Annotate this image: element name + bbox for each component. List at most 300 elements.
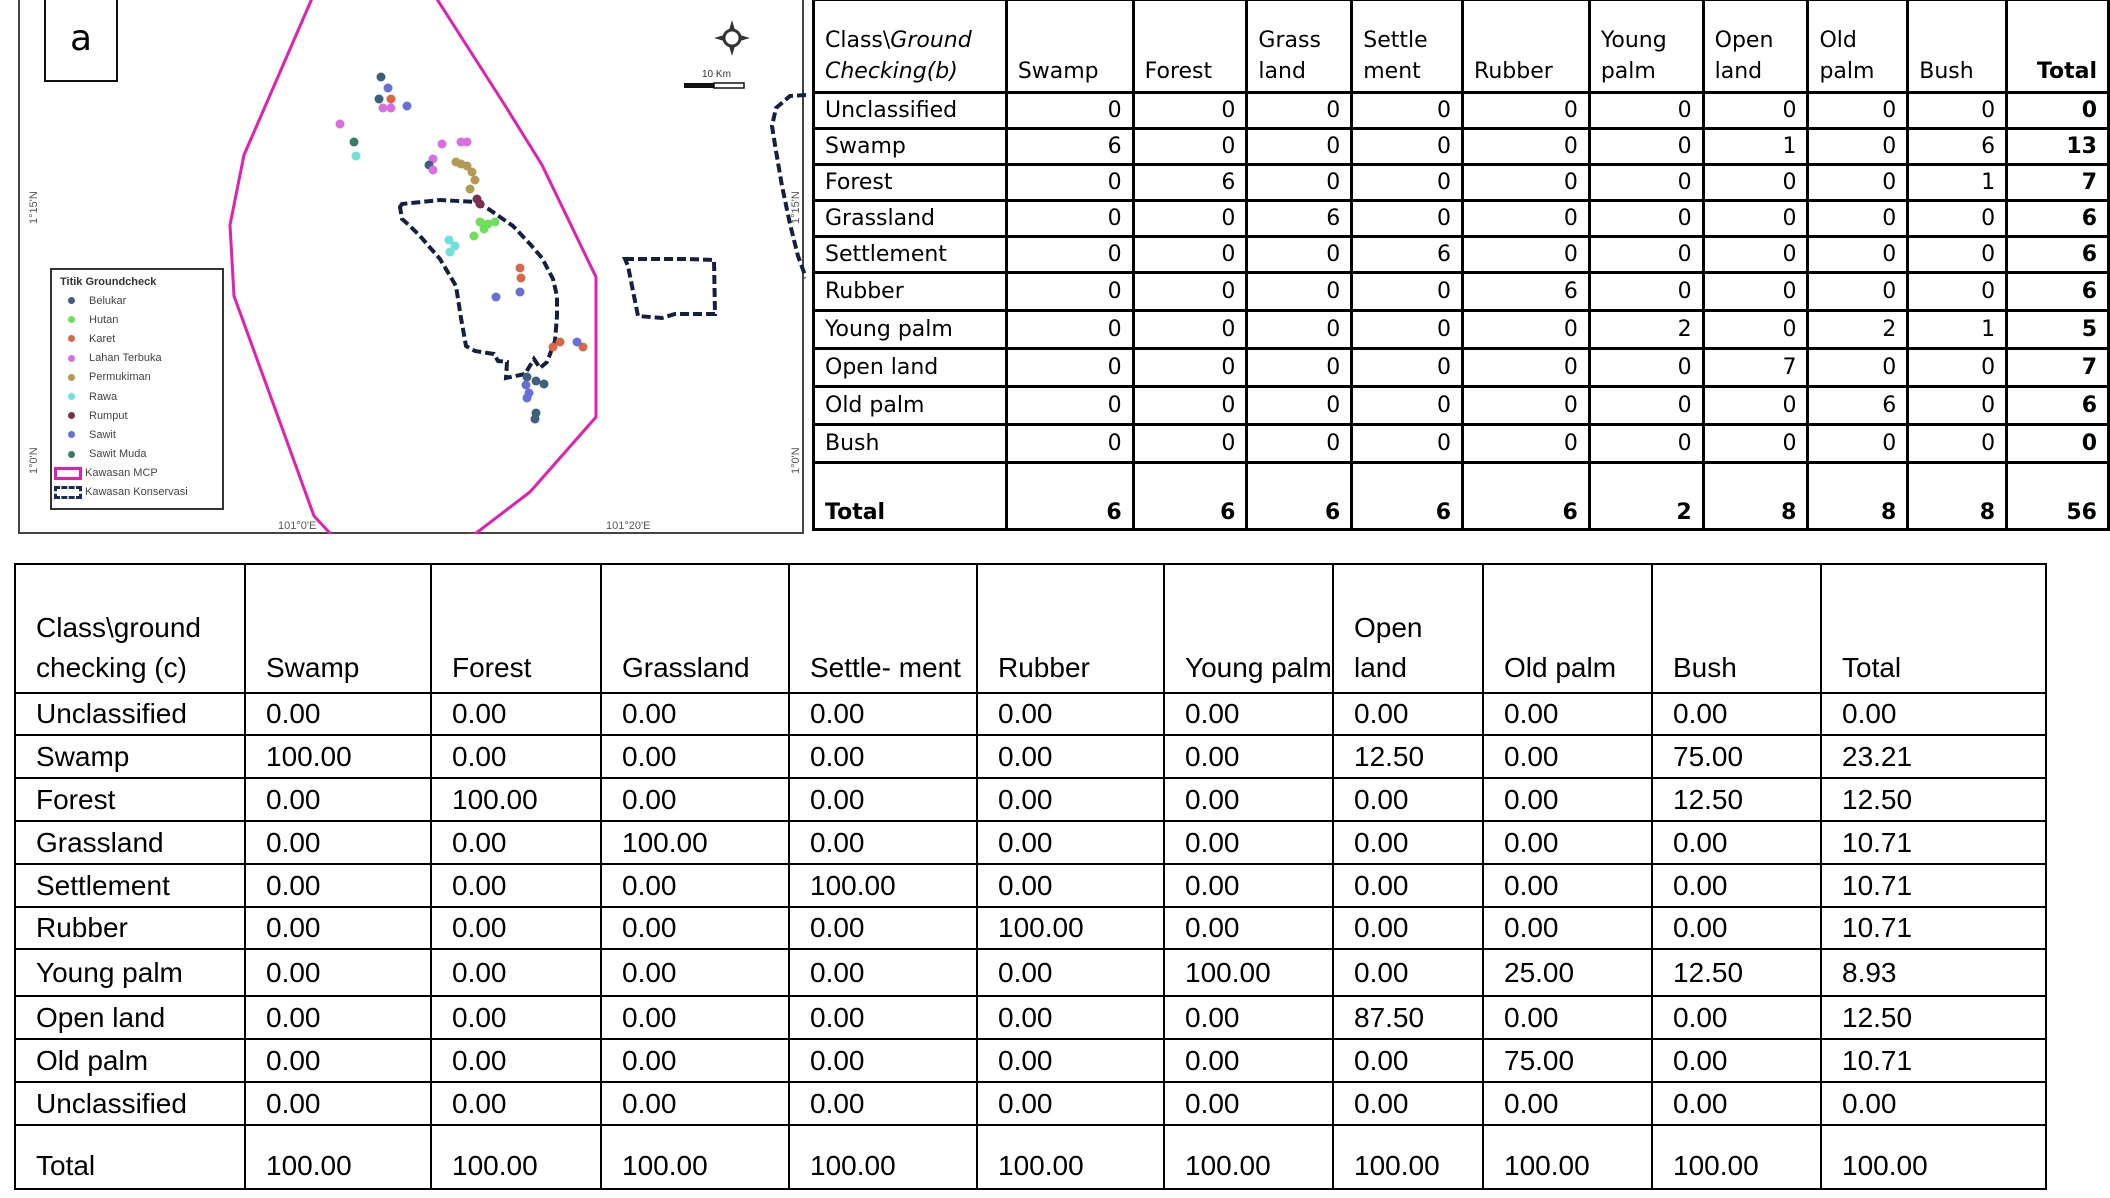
- cell-value: 0.00: [1164, 996, 1333, 1039]
- cell-value: 0: [1006, 165, 1133, 201]
- cell-value: 6: [1133, 165, 1247, 201]
- cell-value: 0: [1247, 425, 1352, 463]
- cell-value: 0: [1133, 387, 1247, 425]
- cell-value: 0: [1352, 273, 1463, 311]
- column-header: Open land: [1333, 564, 1483, 693]
- point-marker-icon: [68, 451, 75, 458]
- cell-value: 0: [1463, 425, 1590, 463]
- cell-value: 0.00: [245, 821, 431, 864]
- point-marker-icon: [68, 412, 75, 419]
- cell-value: 0: [2007, 425, 2109, 463]
- cell-value: 2: [1589, 463, 1703, 530]
- cell-value: 0: [1247, 349, 1352, 387]
- cell-value: 0.00: [431, 735, 601, 778]
- row-label: Total: [15, 1125, 245, 1189]
- cell-value: 10.71: [1821, 907, 2046, 949]
- cell-value: 0.00: [1483, 735, 1652, 778]
- groundcheck-map: [18, 0, 804, 534]
- legend-item: [60, 291, 222, 310]
- cell-value: 0.00: [1483, 1082, 1652, 1125]
- cell-value: 0: [1703, 311, 1808, 349]
- cell-value: 0: [1808, 273, 1908, 311]
- cell-value: 0.00: [977, 864, 1164, 907]
- cell-value: 0: [1703, 387, 1808, 425]
- cell-value: 8: [1808, 463, 1908, 530]
- table-row: [814, 201, 2109, 237]
- cell-value: 0: [1703, 425, 1808, 463]
- corner-header: Class\ground checking (c): [15, 564, 245, 693]
- cell-value: 0.00: [1821, 693, 2046, 735]
- cell-value: 0.00: [431, 996, 601, 1039]
- point-marker-icon: [68, 297, 75, 304]
- row-label: Bush: [814, 425, 1007, 463]
- cell-value: 0.00: [977, 1082, 1164, 1125]
- scale-bar: [684, 83, 744, 88]
- cell-value: 0.00: [431, 949, 601, 996]
- legend-item: [54, 483, 222, 502]
- row-label: Forest: [814, 165, 1007, 201]
- column-header: Rubber: [977, 564, 1164, 693]
- legend-label: Belukar: [89, 294, 127, 307]
- cell-value: 0: [1006, 425, 1133, 463]
- confusion-matrix-counts: [812, 0, 2110, 531]
- cell-value: 10.71: [1821, 821, 2046, 864]
- conservation-area-far-east: [772, 95, 806, 278]
- cell-value: 100.00: [1652, 1125, 1821, 1189]
- cell-value: 0.00: [1652, 821, 1821, 864]
- cell-value: 0: [1006, 237, 1133, 273]
- legend-item: [60, 349, 222, 368]
- cell-value: 0: [1908, 387, 2007, 425]
- cell-value: 0.00: [977, 1039, 1164, 1082]
- row-label: Unclassified: [15, 1082, 245, 1125]
- point-marker-icon: [68, 431, 75, 438]
- cell-value: 0.00: [601, 1082, 789, 1125]
- cell-value: 6: [1133, 463, 1247, 530]
- cell-value: 7: [2007, 349, 2109, 387]
- cell-value: 0.00: [977, 778, 1164, 821]
- cell-value: 0: [1908, 93, 2007, 129]
- cell-value: 100.00: [1483, 1125, 1652, 1189]
- point-marker-icon: [68, 374, 75, 381]
- cell-value: 0: [2007, 93, 2109, 129]
- cell-value: 0.00: [789, 821, 977, 864]
- cell-value: 100.00: [431, 1125, 601, 1189]
- cell-value: 100.00: [601, 821, 789, 864]
- cell-value: 10.71: [1821, 864, 2046, 907]
- cell-value: 0.00: [1483, 864, 1652, 907]
- legend-item: [60, 425, 222, 444]
- row-label: Young palm: [814, 311, 1007, 349]
- cell-value: 0: [1908, 237, 2007, 273]
- north-arrow-icon: [714, 20, 750, 56]
- cell-value: 0.00: [245, 907, 431, 949]
- row-label: Settlement: [15, 864, 245, 907]
- cell-value: 6: [1908, 129, 2007, 165]
- cell-value: 0.00: [977, 693, 1164, 735]
- cell-value: 6: [1808, 387, 1908, 425]
- legend-label: Hutan: [89, 313, 119, 326]
- cell-value: 0.00: [245, 864, 431, 907]
- cell-value: 0: [1463, 387, 1590, 425]
- cell-value: 13: [2007, 129, 2109, 165]
- cell-value: 0: [1352, 201, 1463, 237]
- cell-value: 0: [1908, 201, 2007, 237]
- cell-value: 0: [1247, 237, 1352, 273]
- cell-value: 0: [1352, 311, 1463, 349]
- cell-value: 1: [1703, 129, 1808, 165]
- column-header: Bush: [1652, 564, 1821, 693]
- cell-value: 0.00: [1333, 693, 1483, 735]
- cell-value: 6: [2007, 237, 2109, 273]
- total-row: [814, 463, 2109, 530]
- cell-value: 6: [1463, 273, 1590, 311]
- column-header: Grass land: [1247, 0, 1352, 93]
- table-row: [814, 349, 2109, 387]
- column-header: Forest: [1133, 0, 1247, 93]
- point-marker-icon: [68, 316, 75, 323]
- column-header: Old palm: [1483, 564, 1652, 693]
- legend-label: Sawit Muda: [89, 448, 147, 461]
- cell-value: 0: [1133, 93, 1247, 129]
- cell-value: 0: [1006, 311, 1133, 349]
- point-marker-icon: [68, 355, 75, 362]
- cell-value: 0: [1589, 387, 1703, 425]
- cell-value: 0.00: [1333, 821, 1483, 864]
- row-label: Grassland: [814, 201, 1007, 237]
- cell-value: 0: [1352, 425, 1463, 463]
- row-label: Swamp: [814, 129, 1007, 165]
- cell-value: 1: [1908, 165, 2007, 201]
- cell-value: 0: [1589, 425, 1703, 463]
- row-label: Rubber: [15, 907, 245, 949]
- cell-value: 7: [2007, 165, 2109, 201]
- cell-value: 0.00: [431, 1082, 601, 1125]
- column-header: Forest: [431, 564, 601, 693]
- legend-label: Lahan Terbuka: [89, 352, 162, 365]
- dashed-area-icon: [54, 486, 82, 499]
- cell-value: 8: [1908, 463, 2007, 530]
- cell-value: 0.00: [1333, 1082, 1483, 1125]
- column-header: Rubber: [1463, 0, 1590, 93]
- table-row: [814, 93, 2109, 129]
- corner-header: Class\Ground Checking(b): [814, 0, 1007, 93]
- table-row: [15, 693, 2046, 735]
- conservation-area: [400, 200, 557, 378]
- cell-value: 0.00: [1483, 778, 1652, 821]
- coord-bottom-left: 101°0'E: [278, 520, 317, 532]
- legend-label: Kawasan Konservasi: [85, 486, 188, 499]
- row-label: Unclassified: [814, 93, 1007, 129]
- column-header: Total: [1821, 564, 2046, 693]
- legend-label: Sawit: [89, 428, 116, 441]
- legend-label: Permukiman: [89, 371, 151, 384]
- cell-value: 2: [1589, 311, 1703, 349]
- coord-right-upper: 1°15'N: [790, 191, 802, 224]
- cell-value: 0: [1247, 387, 1352, 425]
- cell-value: 0.00: [601, 1039, 789, 1082]
- cell-value: 0: [1463, 237, 1590, 273]
- cell-value: 0: [1589, 165, 1703, 201]
- row-label: Unclassified: [15, 693, 245, 735]
- column-header: Bush: [1908, 0, 2007, 93]
- table-row: [814, 237, 2109, 273]
- cell-value: 0.00: [1164, 1039, 1333, 1082]
- cell-value: 75.00: [1652, 735, 1821, 778]
- cell-value: 0.00: [431, 821, 601, 864]
- table-row: [814, 165, 2109, 201]
- cell-value: 0.00: [789, 693, 977, 735]
- cell-value: 6: [2007, 273, 2109, 311]
- legend-label: Kawasan MCP: [85, 467, 158, 480]
- cell-value: 6: [1463, 463, 1590, 530]
- cell-value: 0.00: [1164, 778, 1333, 821]
- cell-value: 0.00: [789, 907, 977, 949]
- table-row: [15, 949, 2046, 996]
- cell-value: 1: [1908, 311, 2007, 349]
- cell-value: 87.50: [1333, 996, 1483, 1039]
- row-label: Grassland: [15, 821, 245, 864]
- cell-value: 0: [1589, 349, 1703, 387]
- conservation-area-east: [625, 259, 715, 318]
- cell-value: 0: [1133, 425, 1247, 463]
- legend-item: [54, 464, 222, 483]
- cell-value: 0: [1006, 273, 1133, 311]
- column-header: Open land: [1703, 0, 1808, 93]
- cell-value: 0: [1463, 349, 1590, 387]
- cell-value: 0: [1247, 311, 1352, 349]
- cell-value: 0.00: [601, 949, 789, 996]
- cell-value: 100.00: [789, 864, 977, 907]
- cell-value: 12.50: [1821, 996, 2046, 1039]
- cell-value: 25.00: [1483, 949, 1652, 996]
- cell-value: 0.00: [789, 778, 977, 821]
- cell-value: 0.00: [789, 735, 977, 778]
- cell-value: 100.00: [1333, 1125, 1483, 1189]
- total-row: [15, 1125, 2046, 1189]
- cell-value: 0.00: [245, 1082, 431, 1125]
- cell-value: 0: [1133, 311, 1247, 349]
- table-row: [814, 273, 2109, 311]
- cell-value: 0.00: [245, 693, 431, 735]
- legend-item: [60, 329, 222, 348]
- cell-value: 0: [1589, 201, 1703, 237]
- cell-value: 0.00: [1164, 821, 1333, 864]
- cell-value: 0.00: [1164, 1082, 1333, 1125]
- cell-value: 0: [1006, 387, 1133, 425]
- cell-value: 100.00: [245, 1125, 431, 1189]
- point-marker-icon: [68, 393, 75, 400]
- cell-value: 0.00: [1333, 864, 1483, 907]
- panel-label-a: a: [44, 0, 118, 82]
- cell-value: 100.00: [977, 1125, 1164, 1189]
- row-label: Old palm: [15, 1039, 245, 1082]
- cell-value: 0: [1589, 129, 1703, 165]
- legend-item: [60, 310, 222, 329]
- cell-value: 0.00: [1164, 864, 1333, 907]
- coord-bottom-right: 101°20'E: [606, 520, 651, 532]
- cell-value: 0.00: [1652, 996, 1821, 1039]
- mcp-boundary: [230, 0, 596, 534]
- cell-value: 0.00: [245, 949, 431, 996]
- cell-value: 0: [1247, 129, 1352, 165]
- cell-value: 0.00: [601, 907, 789, 949]
- cell-value: 0.00: [1164, 735, 1333, 778]
- cell-value: 0: [1908, 273, 2007, 311]
- cell-value: 0: [1808, 237, 1908, 273]
- cell-value: 0: [1703, 165, 1808, 201]
- scale-label: 10 Km: [702, 69, 731, 80]
- cell-value: 0.00: [431, 907, 601, 949]
- cell-value: 0: [1006, 349, 1133, 387]
- cell-value: 0.00: [601, 735, 789, 778]
- row-label: Settlement: [814, 237, 1007, 273]
- solid-area-icon: [54, 467, 82, 480]
- cell-value: 6: [1352, 237, 1463, 273]
- legend-item: [60, 445, 222, 464]
- cell-value: 100.00: [1164, 949, 1333, 996]
- coord-right-lower: 1°0'N: [790, 447, 802, 474]
- column-header: Settle ment: [1352, 0, 1463, 93]
- cell-value: 100.00: [245, 735, 431, 778]
- table-row: [15, 996, 2046, 1039]
- cell-value: 0.00: [1652, 693, 1821, 735]
- row-label: Young palm: [15, 949, 245, 996]
- cell-value: 0.00: [1483, 693, 1652, 735]
- cell-value: 100.00: [977, 907, 1164, 949]
- coord-left-lower: 1°0'N: [28, 447, 40, 474]
- cell-value: 0: [1808, 425, 1908, 463]
- cell-value: 75.00: [1483, 1039, 1652, 1082]
- table-row: [814, 387, 2109, 425]
- cell-value: 0: [1703, 93, 1808, 129]
- confusion-matrix-percent: [14, 563, 2047, 1190]
- cell-value: 7: [1703, 349, 1808, 387]
- cell-value: 0.00: [1164, 907, 1333, 949]
- cell-value: 0: [1133, 237, 1247, 273]
- table-row: [15, 778, 2046, 821]
- cell-value: 0: [1133, 201, 1247, 237]
- cell-value: 0: [1133, 273, 1247, 311]
- cell-value: 0.00: [977, 821, 1164, 864]
- row-label: Forest: [15, 778, 245, 821]
- cell-value: 0: [1703, 273, 1808, 311]
- cell-value: 5: [2007, 311, 2109, 349]
- cell-value: 0: [1808, 93, 1908, 129]
- cell-value: 0: [1247, 165, 1352, 201]
- cell-value: 0.00: [601, 693, 789, 735]
- cell-value: 12.50: [1652, 778, 1821, 821]
- cell-value: 0: [1703, 201, 1808, 237]
- cell-value: 0: [1589, 237, 1703, 273]
- cell-value: 0.00: [1483, 821, 1652, 864]
- cell-value: 8: [1703, 463, 1808, 530]
- table-row: [814, 425, 2109, 463]
- column-header: Swamp: [245, 564, 431, 693]
- cell-value: 0.00: [1652, 864, 1821, 907]
- cell-value: 0: [1463, 93, 1590, 129]
- table-row: [15, 821, 2046, 864]
- row-label: Total: [814, 463, 1007, 530]
- cell-value: 0.00: [789, 996, 977, 1039]
- coord-left-upper: 1°15'N: [28, 191, 40, 224]
- cell-value: 0: [1808, 349, 1908, 387]
- column-header: Total: [2007, 0, 2109, 93]
- cell-value: 8.93: [1821, 949, 2046, 996]
- cell-value: 0.00: [1333, 1039, 1483, 1082]
- legend-label: Karet: [89, 332, 116, 345]
- cell-value: 0.00: [245, 1039, 431, 1082]
- table-row: [15, 735, 2046, 778]
- groundcheck-points: [336, 73, 588, 424]
- cell-value: 100.00: [1821, 1125, 2046, 1189]
- map-legend: [50, 268, 224, 510]
- cell-value: 0.00: [1483, 996, 1652, 1039]
- legend-label: Rumput: [89, 409, 128, 422]
- cell-value: 6: [2007, 387, 2109, 425]
- table-row: [15, 1082, 2046, 1125]
- table-row: [814, 129, 2109, 165]
- cell-value: 0: [1463, 311, 1590, 349]
- cell-value: 0.00: [431, 693, 601, 735]
- cell-value: 0.00: [1333, 778, 1483, 821]
- cell-value: 0.00: [1652, 907, 1821, 949]
- cell-value: 0: [1352, 165, 1463, 201]
- cell-value: 0: [1808, 129, 1908, 165]
- cell-value: 0: [1352, 93, 1463, 129]
- cell-value: 0.00: [1652, 1039, 1821, 1082]
- cell-value: 56: [2007, 463, 2109, 530]
- cell-value: 0.00: [977, 996, 1164, 1039]
- cell-value: 0.00: [601, 864, 789, 907]
- cell-value: 0.00: [977, 735, 1164, 778]
- cell-value: 0: [1908, 425, 2007, 463]
- cell-value: 23.21: [1821, 735, 2046, 778]
- table-row: [814, 311, 2109, 349]
- legend-title: Titik Groundcheck: [60, 276, 157, 288]
- cell-value: 0: [1133, 129, 1247, 165]
- column-header: Old palm: [1808, 0, 1908, 93]
- cell-value: 6: [1247, 201, 1352, 237]
- cell-value: 0.00: [431, 1039, 601, 1082]
- cell-value: 0: [1247, 93, 1352, 129]
- cell-value: 0: [1463, 201, 1590, 237]
- cell-value: 0: [1133, 349, 1247, 387]
- cell-value: 12.50: [1652, 949, 1821, 996]
- cell-value: 0: [1463, 129, 1590, 165]
- cell-value: 6: [1006, 129, 1133, 165]
- cell-value: 0: [1352, 387, 1463, 425]
- table-row: [15, 864, 2046, 907]
- cell-value: 0: [1006, 93, 1133, 129]
- cell-value: 0: [1908, 349, 2007, 387]
- cell-value: 0.00: [245, 996, 431, 1039]
- cell-value: 0.00: [245, 778, 431, 821]
- cell-value: 0: [1703, 237, 1808, 273]
- column-header: Young palm: [1164, 564, 1333, 693]
- row-label: Old palm: [814, 387, 1007, 425]
- column-header: Settle- ment: [789, 564, 977, 693]
- cell-value: 0: [1463, 165, 1590, 201]
- cell-value: 100.00: [431, 778, 601, 821]
- legend-item: [60, 368, 222, 387]
- cell-value: 0.00: [789, 1039, 977, 1082]
- cell-value: 10.71: [1821, 1039, 2046, 1082]
- table-row: [15, 907, 2046, 949]
- cell-value: 6: [2007, 201, 2109, 237]
- cell-value: 0.00: [977, 949, 1164, 996]
- row-label: Open land: [15, 996, 245, 1039]
